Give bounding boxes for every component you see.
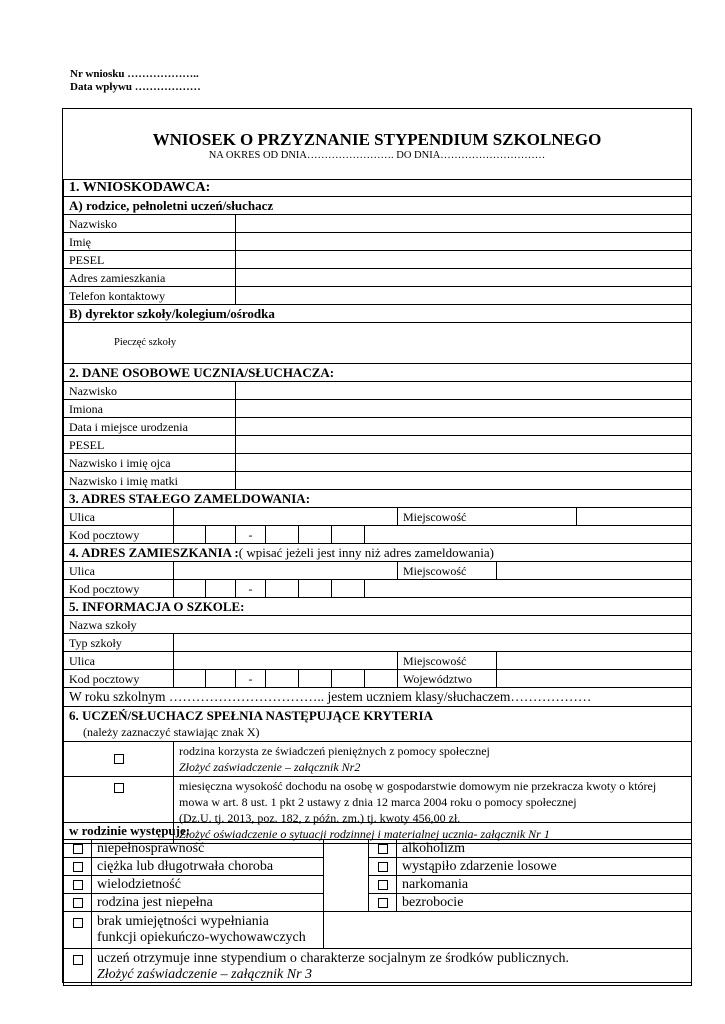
period-line: NA OKRES OD DNIA……………………. DO DNIA………………………… bbox=[208, 150, 546, 161]
student-birth-field[interactable] bbox=[236, 418, 692, 436]
criterion-1-attachment: Złożyć zaświadczenie – załącznik Nr2 bbox=[179, 760, 361, 774]
family-item: alkoholizm bbox=[397, 840, 692, 858]
street-field[interactable] bbox=[174, 562, 398, 580]
stamp-label: Pieczęć szkoły bbox=[114, 337, 177, 348]
postal-dash: - bbox=[236, 580, 266, 598]
family-item: niepełnosprawność bbox=[92, 840, 324, 858]
checkbox-icon[interactable] bbox=[114, 783, 124, 793]
checkbox-icon[interactable] bbox=[73, 918, 83, 928]
form-table bbox=[63, 179, 692, 844]
section-1b-heading: B) dyrektor szkoły/kolegium/ośrodka bbox=[64, 305, 692, 323]
field-label: Imię bbox=[64, 233, 236, 251]
applicant-name-field[interactable] bbox=[236, 233, 692, 251]
blank-cell bbox=[365, 580, 692, 598]
checkbox-icon[interactable] bbox=[73, 955, 83, 965]
checkbox-cell[interactable] bbox=[64, 840, 92, 858]
field-label: Miejscowość bbox=[398, 652, 497, 670]
checkbox-cell[interactable] bbox=[369, 876, 397, 894]
other-scholarship-attachment: Złożyć zaświadczenie – załącznik Nr 3 bbox=[97, 967, 313, 982]
section-6-note: (należy zaznaczyć stawiając znak X) bbox=[83, 725, 260, 739]
field-label: Adres zamieszkania bbox=[64, 269, 236, 287]
family-item: ciężka lub długotrwała choroba bbox=[92, 858, 324, 876]
city-field[interactable] bbox=[497, 652, 692, 670]
student-pesel-field[interactable] bbox=[236, 436, 692, 454]
field-label: Kod pocztowy bbox=[64, 580, 174, 598]
father-name-field[interactable] bbox=[236, 454, 692, 472]
application-form bbox=[62, 108, 692, 983]
checkbox-icon[interactable] bbox=[73, 862, 83, 872]
checkbox-cell[interactable] bbox=[369, 858, 397, 876]
postal-digit-box[interactable] bbox=[332, 670, 365, 688]
family-heading: w rodzinie występuje: bbox=[64, 823, 692, 840]
field-label: Ulica bbox=[64, 508, 174, 526]
field-label: PESEL bbox=[64, 251, 236, 269]
blank-cell bbox=[324, 912, 692, 949]
postal-digit-box[interactable] bbox=[174, 526, 206, 544]
section-4-heading bbox=[64, 544, 692, 562]
section-6-heading: 6. UCZEŃ/SŁUCHACZ SPEŁNIA NASTĘPUJĄCE KRYTERIA bbox=[69, 708, 433, 723]
criterion-1-text bbox=[174, 742, 692, 777]
section-1a-heading: A) rodzice, pełnoletni uczeń/słuchacz bbox=[64, 197, 692, 215]
postal-digit-box[interactable] bbox=[206, 580, 236, 598]
checkbox-icon[interactable] bbox=[73, 898, 83, 908]
field-label: Nazwisko i imię matki bbox=[64, 472, 236, 490]
field-label: Telefon kontaktowy bbox=[64, 287, 236, 305]
field-label: Typ szkoły bbox=[64, 634, 174, 652]
field-label: PESEL bbox=[64, 436, 236, 454]
page-title: WNIOSEK O PRZYZNANIE STYPENDIUM SZKOLNEGO bbox=[152, 130, 602, 149]
field-label: Nazwisko i imię ojca bbox=[64, 454, 236, 472]
postal-dash: - bbox=[236, 670, 266, 688]
street-field[interactable] bbox=[174, 508, 398, 526]
family-item: bezrobocie bbox=[397, 894, 692, 912]
school-year-line[interactable]: W roku szkolnym …………………………….. jestem uczniem klasy/słuchaczem……………… bbox=[64, 688, 692, 707]
applicant-phone-field[interactable] bbox=[236, 287, 692, 305]
section-2-heading: 2. DANE OSOBOWE UCZNIA/SŁUCHACZA: bbox=[64, 364, 692, 382]
criterion-2-line2: mowa w art. 8 ust. 1 pkt 2 ustawy z dnia 12 marca 2004 roku o pomocy społecznej bbox=[179, 795, 577, 809]
checkbox-icon[interactable] bbox=[73, 880, 83, 890]
criterion-2-attachment: Złożyć oświadczenie o sytuacji rodzinnej i materialnej ucznia- załącznik Nr 1 bbox=[179, 827, 550, 841]
criterion-2-line1: miesięczna wysokość dochodu na osobę w gospodarstwie domowym nie przekracza kwoty o której bbox=[179, 779, 657, 793]
checkbox-icon[interactable] bbox=[378, 880, 388, 890]
voivodeship-field[interactable] bbox=[497, 670, 692, 688]
receipt-date: Data wpływu ……………… bbox=[70, 81, 201, 93]
postal-digit-box[interactable] bbox=[266, 580, 299, 598]
postal-digit-box[interactable] bbox=[299, 580, 332, 598]
checkbox-cell[interactable] bbox=[64, 912, 92, 949]
field-label: Imiona bbox=[64, 400, 236, 418]
checkbox-cell[interactable] bbox=[64, 949, 92, 986]
postal-digit-box[interactable] bbox=[266, 670, 299, 688]
student-surname-field[interactable] bbox=[236, 382, 692, 400]
field-label: Miejscowość bbox=[398, 508, 577, 526]
mother-name-field[interactable] bbox=[236, 472, 692, 490]
field-label: Nazwa szkoły bbox=[64, 616, 692, 634]
school-stamp-field[interactable] bbox=[64, 323, 692, 364]
section-4-title: 4. ADRES ZAMIESZKANIA : bbox=[69, 544, 239, 560]
checkbox-icon[interactable] bbox=[73, 844, 83, 854]
section-6-heading-cell bbox=[64, 707, 692, 742]
field-label: Kod pocztowy bbox=[64, 670, 174, 688]
applicant-surname-field[interactable] bbox=[236, 215, 692, 233]
street-field[interactable] bbox=[174, 652, 398, 670]
checkbox-icon[interactable] bbox=[378, 862, 388, 872]
postal-digit-box[interactable] bbox=[332, 526, 365, 544]
checkbox-cell[interactable] bbox=[64, 894, 92, 912]
checkbox-cell[interactable] bbox=[369, 840, 397, 858]
family-item: narkomania bbox=[397, 876, 692, 894]
postal-dash: - bbox=[236, 526, 266, 544]
checkbox-cell[interactable] bbox=[369, 894, 397, 912]
postal-digit-box[interactable] bbox=[174, 580, 206, 598]
field-label: Nazwisko bbox=[64, 215, 236, 233]
postal-digit-box[interactable] bbox=[299, 670, 332, 688]
family-item-multiline bbox=[92, 912, 324, 949]
postal-digit-box[interactable] bbox=[206, 526, 236, 544]
spacer-cell bbox=[324, 840, 369, 912]
applicant-address-field[interactable] bbox=[236, 269, 692, 287]
applicant-pesel-field[interactable] bbox=[236, 251, 692, 269]
blank-cell bbox=[365, 526, 692, 544]
criterion-1-line1: rodzina korzysta ze świadczeń pieniężnych z pomocy społecznej bbox=[179, 744, 490, 758]
other-scholarship-text bbox=[92, 949, 692, 986]
section-4-note: ( wpisać jeżeli jest inny niż adres zameldowania) bbox=[238, 544, 494, 560]
student-names-field[interactable] bbox=[236, 400, 692, 418]
checkbox-icon[interactable] bbox=[378, 844, 388, 854]
field-label: Ulica bbox=[64, 562, 174, 580]
school-type-field[interactable] bbox=[174, 634, 692, 652]
family-item-line: funkcji opiekuńczo-wychowawczych bbox=[97, 930, 306, 945]
field-label: Kod pocztowy bbox=[64, 526, 174, 544]
family-item-line: brak umiejętności wypełniania bbox=[97, 914, 269, 929]
checkbox-icon[interactable] bbox=[378, 898, 388, 908]
city-field[interactable] bbox=[577, 508, 692, 526]
postal-digit-box[interactable] bbox=[332, 580, 365, 598]
field-label: Nazwisko bbox=[64, 382, 236, 400]
application-number: Nr wniosku ……………….. bbox=[70, 68, 199, 80]
postal-digit-box[interactable] bbox=[174, 670, 206, 688]
checkbox-cell[interactable] bbox=[64, 858, 92, 876]
checkbox-cell[interactable] bbox=[64, 876, 92, 894]
family-criteria-table bbox=[63, 822, 692, 986]
field-label: Ulica bbox=[64, 652, 174, 670]
field-label: Data i miejsce urodzenia bbox=[64, 418, 236, 436]
city-field[interactable] bbox=[497, 562, 692, 580]
criterion-1-checkbox-cell[interactable] bbox=[64, 742, 174, 777]
family-item: rodzina jest niepełna bbox=[92, 894, 324, 912]
section-3-heading: 3. ADRES STAŁEGO ZAMELDOWANIA: bbox=[64, 490, 692, 508]
section-5-heading: 5. INFORMACJA O SZKOLE: bbox=[64, 598, 692, 616]
postal-digit-box[interactable] bbox=[266, 526, 299, 544]
criterion-2-line3: (Dz.U. tj. 2013, poz. 182, z późn. zm.) tj. kwoty 456,00 zł. bbox=[179, 811, 461, 825]
postal-digit-box[interactable] bbox=[206, 670, 236, 688]
section-1-heading: 1. WNIOSKODAWCA: bbox=[64, 180, 692, 197]
title-box bbox=[63, 109, 691, 180]
field-label: Województwo bbox=[398, 670, 497, 688]
form-header bbox=[70, 68, 201, 94]
other-scholarship-line: uczeń otrzymuje inne stypendium o charakterze socjalnym ze środków publicznych. bbox=[97, 951, 569, 966]
field-label: Miejscowość bbox=[398, 562, 497, 580]
postal-digit-box[interactable] bbox=[299, 526, 332, 544]
family-item: wystąpiło zdarzenie losowe bbox=[397, 858, 692, 876]
checkbox-icon[interactable] bbox=[114, 754, 124, 764]
family-item: wielodzietność bbox=[92, 876, 324, 894]
blank-cell bbox=[365, 670, 398, 688]
